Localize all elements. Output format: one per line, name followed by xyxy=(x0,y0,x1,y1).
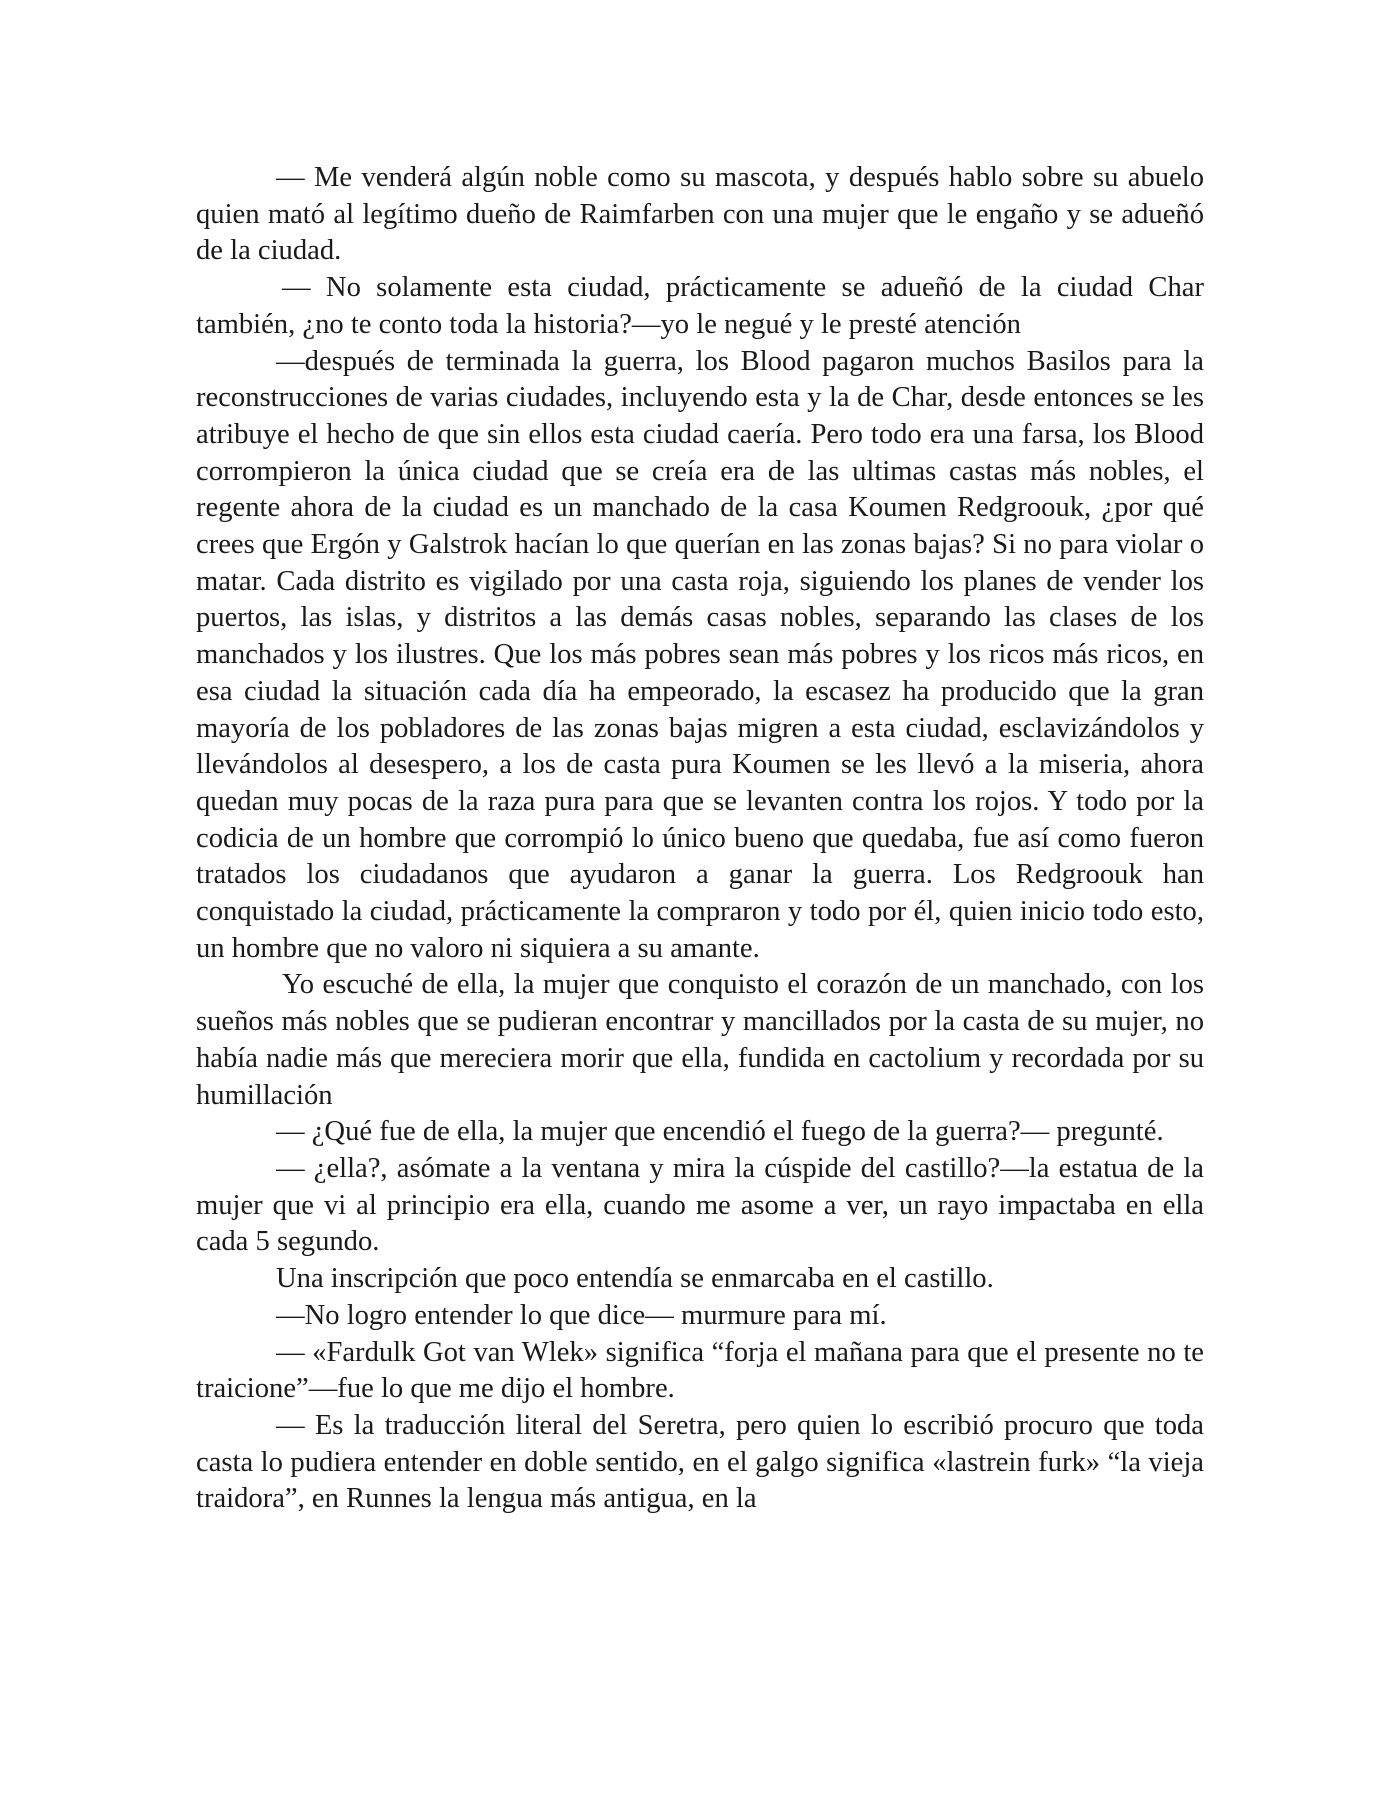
paragraph: —No logro entender lo que dice— murmure para mí. xyxy=(276,1299,887,1331)
paragraph: Yo escuché de ella, la mujer que conquisto el corazón de un manchado, con los sueños más nobles que se pudieran encontrar y mancillados por la casta de su mujer, no había nadie más que mereciera morir que ella, fundida en cactolium y recordada por su humillación xyxy=(196,969,1204,1111)
paragraph: — ¿ella?, asómate a la ventana y mira la cúspide del castillo?—la estatua de la mujer que vi al principio era ella, cuando me asome a ver, un rayo impactaba en ella cada 5 segundo. xyxy=(196,1152,1204,1258)
paragraph: — ¿Qué fue de ella, la mujer que encendió el fuego de la guerra?— pregunté. xyxy=(276,1116,1164,1148)
paragraph: Una inscripción que poco entendía se enmarcaba en el castillo. xyxy=(276,1263,994,1295)
paragraph: — Es la traducción literal del Seretra, pero quien lo escribió procuro que toda casta lo pudiera entender en doble sentido, en el galgo significa «lastrein furk» “la vieja traidora”, en Runnes la lengua más antigua, en la xyxy=(196,1409,1204,1515)
paragraph: —después de terminada la guerra, los Blood pagaron muchos Basilos para la reconstrucciones de varias ciudades, incluyendo esta y la de Char, desde entonces se les atribuye el hecho de que sin ellos esta ciudad caería. Pero todo era una farsa, los Blood corrompieron la única ciudad que se creía era de las ultimas castas más nobles, el regente ahora de la ciudad es un manchado de la casa Koumen Redgroouk, ¿por qué crees que Ergón y Galstrok hacían lo que querían en las zonas bajas? Si no para violar o matar. Cada distrito es vigilado por una casta roja, siguiendo los planes de vender los puertos, las islas, y distritos a las demás casas nobles, separando las clases de los manchados y los ilustres. Que los más pobres sean más pobres y los ricos más ricos, en esa ciudad la situación cada día ha empeorado, la escasez ha producido que la gran mayoría de los pobladores de las zonas bajas migren a esta ciudad, esclavizándolos y llevándolos al desespero, a los de casta pura Koumen se les llevó a la miseria, ahora quedan muy pocas de la raza pura para que se levanten contra los rojos. Y todo por la codicia de un hombre que corrompió lo único bueno que quedaba, fue así como fueron tratados los ciudadanos que ayudaron a ganar la guerra. Los Redgroouk han conquistado la ciudad, prácticamente la compraron y todo por él, quien inicio todo esto, un hombre que no valoro ni siquiera a su amante. xyxy=(196,345,1204,964)
paragraph: — «Fardulk Got van Wlek» significa “forja el mañana para que el presente no te traicione”—fue lo que me dijo el hombre. xyxy=(196,1336,1204,1405)
document-page xyxy=(196,160,1204,1518)
paragraph: — Me venderá algún noble como su mascota, y después hablo sobre su abuelo quien mató al legítimo dueño de Raimfarben con una mujer que le engaño y se adueñó de la ciudad. xyxy=(196,162,1204,267)
paragraph: — No solamente esta ciudad, prácticamente se adueñó de la ciudad Char también, ¿no te conto toda la historia?—yo le negué y le presté atención xyxy=(196,272,1204,340)
